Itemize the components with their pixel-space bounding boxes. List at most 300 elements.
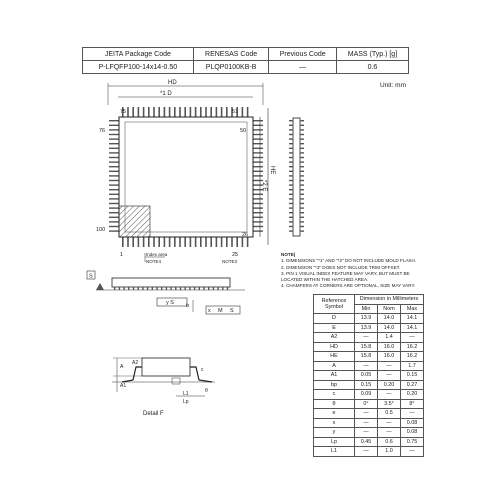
dim-row [314,409,424,419]
dim-value: 0.27 [401,380,424,390]
lead [289,226,293,227]
lead [236,237,238,247]
dim-value: 0.08 [401,428,424,438]
lead [200,237,202,247]
lead [128,287,129,290]
lead [175,287,176,290]
detail-f-label: Detail F [143,411,164,417]
dim-value: 0.15 [355,380,378,390]
pin-76-label: 76 [99,128,106,134]
lead [226,107,228,117]
lead [300,212,304,213]
lead [253,171,263,172]
dim-rows [314,314,424,457]
m-label: M [218,308,223,314]
lead [199,287,200,290]
dim-value: 16.0 [378,342,401,352]
lead [152,287,153,290]
dim-row [314,399,424,409]
lead [132,237,134,247]
lead [300,138,304,139]
dim-value: 13.9 [355,323,378,333]
dim-header-min: Min [355,304,378,314]
theta-label: θ [205,388,208,394]
seating-plane-marker [96,283,104,290]
l1-label: L1 [183,391,189,397]
lead [300,180,304,181]
lead [300,161,304,162]
lead [253,143,263,144]
lead [109,166,119,167]
lead [195,107,197,117]
dim-header-row [314,295,424,305]
b-label: b [186,303,190,309]
dim-symbol: c [314,390,355,400]
lead [300,175,304,176]
lead [210,237,212,247]
dim-value: 8° [401,399,424,409]
lead [109,180,119,181]
lead [109,171,119,172]
y-s-label: y S [166,300,174,306]
lead [114,287,115,290]
lead [253,120,263,121]
note-item: 1. DIMENSIONS "*1" AND "*2" DO NOT INCLUDE MOLD FLASH. [281,258,417,264]
lead [300,230,304,231]
lead [289,143,293,144]
note-item: LOCATED WITHIN THE HATCHED AREA. [281,277,369,283]
lead [300,125,304,126]
lead [253,138,263,139]
dim-symbol: Lp [314,437,355,447]
lp-label: Lp [183,399,189,405]
lead [289,189,293,190]
lead [289,194,293,195]
dim-value: — [401,333,424,343]
lead [289,161,293,162]
lead [253,148,263,149]
lead [253,129,263,130]
lead [161,287,162,290]
lead [217,287,218,290]
lead [109,184,119,185]
lead [253,161,263,162]
lead [200,107,202,117]
lead [300,226,304,227]
lead [109,161,119,162]
dim-value: — [401,447,424,457]
pin-26-label: 26 [242,232,249,238]
dim-symbol: θ [314,399,355,409]
lead [179,107,181,117]
he-label: HE [269,166,275,175]
index-mark-label: Index area [146,252,168,257]
dim-row [314,314,424,324]
lead [174,237,176,247]
lead [143,237,145,247]
side-body [112,278,230,287]
dim-value: 14.0 [378,314,401,324]
top-view [96,80,275,264]
lead [300,157,304,158]
c-label: c [201,367,204,373]
lead [253,203,263,204]
note-item: 3. PIN 1 VISUAL INDEX FEATURE MAY VARY, BUT MUST BE [281,270,410,276]
lead [253,166,263,167]
lead [109,207,119,208]
lead [289,125,293,126]
lead [253,157,263,158]
dim-value: — [355,409,378,419]
lead [247,107,249,117]
lead [253,217,263,218]
dim-row [314,352,424,362]
dim-symbol: bp [314,380,355,390]
lead [169,237,171,247]
lead [300,221,304,222]
lead [289,152,293,153]
lead [148,237,150,247]
lead [300,203,304,204]
dim-header-max: Max [401,304,424,314]
pin-51-label: 51 [232,109,239,115]
lead [300,217,304,218]
lead [289,148,293,149]
value-previous: — [269,61,336,74]
detail-body [142,358,190,376]
lead [242,237,244,247]
lead [205,107,207,117]
lead [300,143,304,144]
lead [184,107,186,117]
a2-label: A2 [132,360,139,366]
lead [190,107,192,117]
a1-label: A1 [120,383,127,389]
lead [109,152,119,153]
dim-value: 0.05 [355,371,378,381]
dim-value: — [378,371,401,381]
dim-value: — [355,333,378,343]
lead [109,212,119,213]
lead [164,237,166,247]
dim-header-group: Dimension in Millimeters [355,295,424,305]
dim-value: — [378,390,401,400]
lead [289,129,293,130]
dim-symbol: A [314,361,355,371]
lead [153,237,155,247]
pin-75-label: 75 [120,109,127,115]
lead [253,125,263,126]
lead [253,230,263,231]
lead [242,107,244,117]
lead [300,198,304,199]
value-renesas: PLQP0100KB-B [193,61,269,74]
note-item: 2. DIMENSION "*3" DOES NOT INCLUDE TRIM OFFSET. [281,264,401,270]
dim-header-ref: Reference Symbol [314,295,355,314]
dim-value: 15.8 [355,342,378,352]
dim-symbol: HE [314,352,355,362]
lead [289,180,293,181]
dim-value: 0.45 [355,437,378,447]
lead [109,120,119,121]
lead [189,287,190,290]
lead [253,221,263,222]
dim-row [314,323,424,333]
dim-row [314,333,424,343]
dim-symbol: e [314,409,355,419]
header-renesas: RENESAS Code [193,48,269,61]
lead [132,107,134,117]
lead [127,237,129,247]
lead [289,184,293,185]
lead [289,138,293,139]
lead [143,107,145,117]
lead [300,171,304,172]
hd-label: HD [168,80,177,86]
lead [300,184,304,185]
dim-value: 0.09 [355,390,378,400]
dim-value: — [378,428,401,438]
dim-value: — [355,361,378,371]
notes-title: NOTE) [281,252,296,257]
dim-value: 16.2 [401,352,424,362]
dim-symbol: L1 [314,447,355,457]
header-previous: Previous Code [269,48,336,61]
lead [289,203,293,204]
side-bottom-leads [114,287,228,290]
dim-header-nom: Nom [378,304,401,314]
lead [142,287,143,290]
lead [289,198,293,199]
lead [289,166,293,167]
dim-value: 16.0 [378,352,401,362]
lead [109,226,119,227]
lead [231,237,233,247]
dim-value: 14.0 [378,323,401,333]
lead [170,287,171,290]
lead [180,287,181,290]
dim-symbol: A2 [314,333,355,343]
leads-top [122,107,248,117]
dim-value: 16.2 [401,342,424,352]
lead [289,217,293,218]
lead [203,287,204,290]
lead [174,107,176,117]
lead [195,237,197,247]
dim-value: — [355,418,378,428]
dim-symbol: y [314,428,355,438]
lead [300,148,304,149]
lead [109,217,119,218]
leads-bottom [122,237,248,247]
pin-100-label: 100 [96,227,106,233]
note-item: 4. CHAMFERS AT CORNERS ARE OPTIONAL, SIZE MAY VARY. [281,283,416,289]
datum-s-label: S [89,273,93,280]
lead [109,175,119,176]
lead [109,125,119,126]
dim-value: 14.1 [401,314,424,324]
lead [210,107,212,117]
lead [300,120,304,121]
lead [253,207,263,208]
detail-f-view [112,358,215,417]
lead [289,134,293,135]
lead [253,226,263,227]
dim-symbol: HD [314,342,355,352]
lead [300,152,304,153]
dim-symbol: E [314,323,355,333]
lead [109,138,119,139]
lead [156,287,157,290]
dim-row [314,380,424,390]
note4-label: NOTE4 [146,259,162,264]
lead [179,237,181,247]
lead [127,107,129,117]
lead [138,107,140,117]
dim-row [314,361,424,371]
lead [300,166,304,167]
lead [122,237,124,247]
dim-value: — [378,418,401,428]
dim-value: 0.20 [401,390,424,400]
lead [166,287,167,290]
lead [300,194,304,195]
lead [190,237,192,247]
lead [226,237,228,247]
x-label: x [208,308,211,314]
dim-value: 1.4 [378,333,401,343]
lead [289,175,293,176]
dim-row [314,342,424,352]
dim-row [314,447,424,457]
lead [109,189,119,190]
lead [185,287,186,290]
dim-value: — [355,428,378,438]
lead [109,129,119,130]
x-m-s-frame [206,306,240,314]
lead [109,194,119,195]
dim-value: 0.75 [401,437,424,447]
lead [194,287,195,290]
d-label: *1 D [160,91,172,97]
pin-25-label: 25 [232,252,239,258]
lead [109,148,119,149]
dim-value: 0° [355,399,378,409]
lead [289,230,293,231]
lead [109,157,119,158]
lead [164,107,166,117]
lead [123,287,124,290]
lead [184,237,186,247]
side-view-horizontal [87,271,245,314]
lead [253,152,263,153]
value-mass: 0.6 [336,61,408,74]
lead [253,212,263,213]
lead [253,198,263,199]
dim-value: 0.6 [378,437,401,447]
dim-symbol: D [314,314,355,324]
lead [300,134,304,135]
lead [300,129,304,130]
dim-value: 0.08 [401,418,424,428]
lead [133,287,134,290]
dim-value: 13.9 [355,314,378,324]
dim-value: 1.7 [401,361,424,371]
lead [169,107,171,117]
lead [158,107,160,117]
s-label: S [230,308,234,314]
lead [158,237,160,247]
dim-symbol: A1 [314,371,355,381]
dim-row [314,437,424,447]
pin-1-label: 1 [120,252,124,258]
lead [222,287,223,290]
lead [153,107,155,117]
lead [213,287,214,290]
dim-value: 3.5° [378,399,401,409]
lead [289,120,293,121]
dim-row [314,418,424,428]
dim-row [314,428,424,438]
lead [289,221,293,222]
lead [109,198,119,199]
lead [147,287,148,290]
lead [216,237,218,247]
dim-value: — [355,447,378,457]
lead [148,107,150,117]
dim-value: — [401,409,424,419]
lead [289,207,293,208]
dim-value: 0.20 [378,380,401,390]
side-view-vertical [289,118,304,236]
lead [300,207,304,208]
lead [289,212,293,213]
lead [205,237,207,247]
e-label: *2 E [261,180,267,192]
lead [109,203,119,204]
lead [119,287,120,290]
lead [227,287,228,290]
lead [109,143,119,144]
dim-value: 0.15 [401,371,424,381]
note3-label: NOTE3 [222,259,238,264]
dim-value: — [378,361,401,371]
pin-50-label: 50 [240,128,247,134]
dim-value: 1.0 [378,447,401,457]
lead [253,134,263,135]
leads-left [109,120,119,232]
header-jeita: JEITA Package Code [83,48,194,61]
lead [109,230,119,231]
lead [138,237,140,247]
dim-value: 15.8 [355,352,378,362]
unit-label: Unit: mm [380,82,406,89]
lead [208,287,209,290]
lead [253,194,263,195]
lead [109,134,119,135]
dim-row [314,371,424,381]
lead [247,237,249,247]
leads-right [253,120,263,232]
value-jeita: P-LFQFP100-14x14-0.50 [83,61,194,74]
lead [289,171,293,172]
lead [109,221,119,222]
pin1-index-area [119,206,150,237]
header-mass: MASS (Typ.) [g] [336,48,408,61]
lead [138,287,139,290]
notes-block [281,252,431,290]
lead [221,107,223,117]
